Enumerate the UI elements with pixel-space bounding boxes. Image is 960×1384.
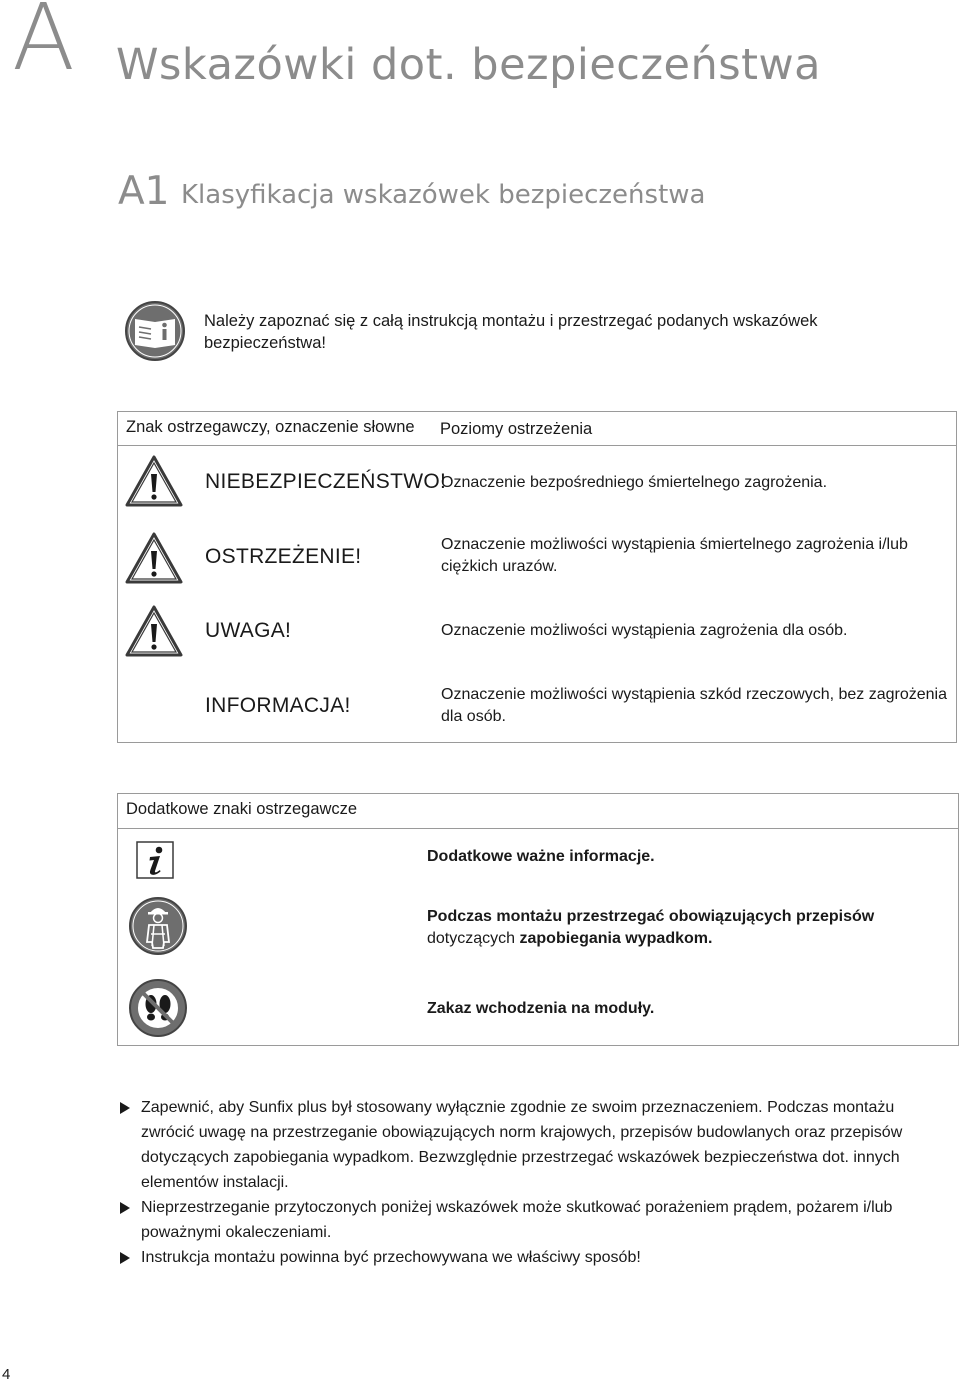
level-description: Oznaczenie możliwości wystąpienia zagrożenia dla osób.: [441, 622, 848, 639]
bullet-arrow-icon: [120, 1102, 130, 1114]
additional-sign-text: [427, 906, 927, 950]
text-normal: dotyczących: [427, 930, 516, 947]
list-item-text: Nieprzestrzeganie przytoczonych poniżej wskazówek może skutkować porażeniem prądem, pożarem i/lub poważnymi okaleczeniami.: [141, 1199, 893, 1241]
bullet-arrow-icon: [120, 1202, 130, 1214]
level-description: Oznaczenie bezpośredniego śmiertelnego zagrożenia.: [441, 474, 828, 491]
level-description: Oznaczenie możliwości wystąpienia śmiertelnego zagrożenia i/lub ciężkich urazów.: [441, 536, 908, 575]
list-item: [120, 1095, 950, 1195]
header-title: Dodatkowe znaki ostrzegawcze: [126, 800, 358, 818]
level-description: Oznaczenie możliwości wystąpienia szkód rzeczowych, bez zagrożenia dla osób.: [441, 686, 947, 725]
warning-levels-table: [117, 411, 957, 743]
additional-sign-text: Dodatkowe ważne informacje.: [427, 848, 655, 865]
text-bold: Podczas montażu przestrzegać obowiązujących przepisów: [427, 908, 875, 925]
section-number: A1: [118, 169, 170, 214]
list-item-text: Instrukcja montażu powinna być przechowywana we właściwy sposób!: [141, 1249, 641, 1266]
chapter-title: Wskazówki dot. bezpieczeństwa: [116, 40, 821, 90]
level-word: INFORMACJA!: [205, 694, 351, 717]
page-number: 4: [2, 1366, 11, 1383]
section-title: Klasyfikacja wskazówek bezpieczeństwa: [181, 180, 706, 210]
text-bold: zapobiegania wypadkom.: [519, 930, 713, 947]
table-header: [118, 412, 956, 446]
manual-info-icon: [124, 300, 186, 362]
list-item-text: Zapewnić, aby Sunfix plus był stosowany wyłącznie zgodnie ze swoim przeznaczeniem. Podczas montażu zwrócić uwagę na przestrzeganie obowiązujących norm krajowych, przepisów budowlanych oraz przepisów dotyczących zapobiegania wypadkom. Bezwzględnie przestrzegać wskazówek bezpieczeństwa dot. innych elementów instalacji.: [141, 1099, 903, 1191]
level-word: UWAGA!: [205, 619, 292, 642]
additional-signs-table: [117, 793, 959, 1046]
additional-sign-text: Zakaz wchodzenia na moduły.: [427, 1000, 655, 1017]
level-word: OSTRZEŻENIE!: [205, 545, 362, 568]
chapter-letter: A: [12, 0, 75, 91]
safety-worker-icon: [128, 896, 188, 956]
table-header: [118, 794, 958, 829]
warning-triangle-icon: [125, 605, 183, 657]
safety-bullet-list: [120, 1095, 950, 1270]
no-stepping-icon: [128, 978, 188, 1038]
list-item: [120, 1195, 950, 1245]
warning-triangle-icon: [125, 455, 183, 507]
bullet-arrow-icon: [120, 1252, 130, 1264]
list-item: [120, 1245, 950, 1270]
warning-triangle-icon: [125, 532, 183, 584]
level-word: NIEBEZPIECZEŃSTWO!: [205, 470, 447, 493]
intro-text: Należy zapoznać się z całą instrukcją montażu i przestrzegać podanych wskazówek bezpieczeństwa!: [204, 312, 818, 352]
header-left: Znak ostrzegawczy, oznaczenie słowne: [126, 418, 415, 436]
info-i-icon: [136, 841, 174, 879]
header-right: Poziomy ostrzeżenia: [440, 420, 593, 438]
